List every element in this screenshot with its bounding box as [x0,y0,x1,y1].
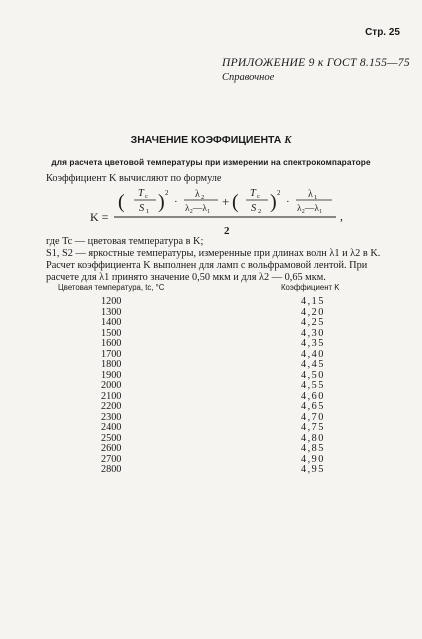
table-cell: 2000 [101,380,122,391]
paren-close-2: ) [270,191,277,213]
table-cell: 2100 [101,390,122,402]
divisor: 2 [224,225,230,237]
calc-line-2: расчете для λ1 принято значение 0,50 мкм и для λ2 — 0,65 мкм. [46,272,326,283]
table-header-coefficient: Коэффициент K [281,283,340,292]
table-cell: 4,90 [301,453,325,465]
where-line-2: S1, S2 — яркостные температуры, измеренные при длинах волн λ1 и λ2 в K. [46,248,381,259]
dot-2: · [286,196,290,208]
table-cell: 4,45 [301,359,325,370]
table-cell: 1600 [101,338,122,349]
table-cell: 2600 [101,443,122,454]
table-cell: 4,95 [301,464,325,475]
section-title-symbol: K [284,135,292,146]
table-cell: 1200 [101,296,122,307]
table-cell: 4,30 [301,327,325,339]
table-cell: 4,75 [301,422,325,433]
table-cell: 4,70 [301,411,325,423]
temperature-column [101,297,121,476]
lambda2-num: λ [195,189,200,200]
power-2: 2 [277,189,281,197]
tc-symbol-2: T [250,188,256,199]
s2-symbol: S [251,203,257,214]
table-cell: 4,15 [301,296,325,307]
table-header-temperature: Цветовая температура, tc, °С [58,283,165,292]
table-cell: 1700 [101,348,122,360]
lambda-den-2: λ₂—λ₁ [297,204,323,214]
section-title-text: ЗНАЧЕНИЕ КОЭФФИЦИЕНТА [130,134,282,146]
lambda1-num-sub: 1 [314,194,318,201]
table-cell: 2500 [101,432,122,444]
table-cell: 4,55 [301,380,325,391]
table-cell: 2700 [101,453,122,465]
table-cell: 4,65 [301,401,325,412]
where-line-1: где Tc — цветовая температура в K; [46,236,204,247]
s1-symbol: S [139,203,145,214]
table-cell: 4,80 [301,432,325,444]
table-cell: 2300 [101,411,122,423]
paren-open-2: ( [232,191,239,213]
reference-label: Справочное [222,72,275,83]
table-cell: 2200 [101,401,122,412]
power-1: 2 [165,189,169,197]
lambda1-num: λ [308,189,313,200]
intro-text: Коэффициент K вычисляют по формуле [46,173,222,184]
coefficient-column [301,297,325,476]
page-number: Стр. 25 [365,27,400,38]
s1-sub: 1 [146,208,150,215]
paren-open-1: ( [118,191,125,213]
appendix-heading: ПРИЛОЖЕНИЕ 9 к ГОСТ 8.155—75 [222,57,410,69]
table-cell: 1400 [101,317,122,328]
calc-line-1: Расчет коэффициента K выполнен для ламп с вольфрамовой лентой. При [46,260,368,271]
formula-lhs: K = [90,210,109,224]
lambda2-num-sub: 2 [201,194,205,201]
paren-close-1: ) [158,191,165,213]
section-subtitle: для расчета цветовой температуры при измерении на спектрокомпараторе [51,157,371,167]
table-cell: 4,85 [301,443,325,454]
table-cell: 4,35 [301,338,325,349]
plus-sign: + [222,194,230,209]
tc-sub-1: c [145,193,148,200]
table-cell: 4,40 [301,348,325,360]
table-cell: 2800 [101,464,122,475]
s2-sub: 2 [258,208,262,215]
tc-symbol-1: T [138,188,144,199]
table-cell: 2400 [101,422,122,433]
table-cell: 4,25 [301,317,325,328]
table-cell: 4,50 [301,369,325,381]
formula [86,186,358,242]
table-cell: 4,20 [301,306,325,318]
dot-1: · [174,196,178,208]
table-cell: 1800 [101,359,122,370]
table-cell: 1300 [101,306,122,318]
table-cell: 1500 [101,327,122,339]
table-cell: 1900 [101,369,122,381]
formula-comma: , [340,209,343,223]
section-title [0,134,422,146]
tc-sub-2: c [257,193,260,200]
table-cell: 4,60 [301,390,325,402]
lambda-den-1: λ₂—λ₁ [185,204,211,214]
